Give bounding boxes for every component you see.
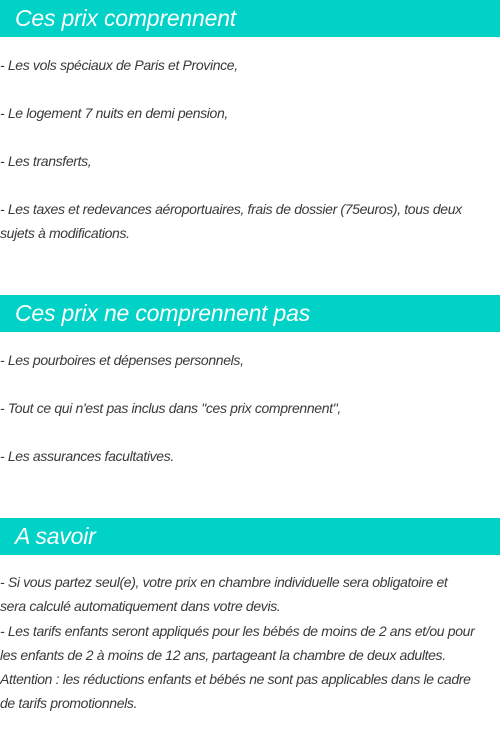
included-item-lodging: - Le logement 7 nuits en demi pension,	[0, 105, 228, 121]
not-included-item-other: - Tout ce qui n'est pas inclus dans "ces prix comprennent",	[0, 400, 341, 416]
info-line-child-rates-continued: les enfants de 2 à moins de 12 ans, partageant la chambre de deux adultes.	[0, 647, 446, 663]
not-included-item-tips: - Les pourboires et dépenses personnels,	[0, 352, 244, 368]
info-line-single-room: - Si vous partez seul(e), votre prix en chambre individuelle sera obligatoire et	[0, 574, 448, 590]
info-line-child-rates: - Les tarifs enfants seront appliqués pour les bébés de moins de 2 ans et/ou pour	[0, 623, 475, 639]
included-item-taxes: - Les taxes et redevances aéroportuaires, frais de dossier (75euros), tous deux	[0, 201, 462, 217]
section-heading-included: Ces prix comprennent	[0, 0, 500, 37]
info-line-attention: Attention : les réductions enfants et bébés ne sont pas applicables dans le cadre	[0, 671, 471, 687]
included-item-flights: - Les vols spéciaux de Paris et Province,	[0, 57, 238, 73]
section-heading-good-to-know: A savoir	[0, 518, 500, 555]
info-line-single-room-continued: sera calculé automatiquement dans votre devis.	[0, 598, 281, 614]
included-item-taxes-continued: sujets à modifications.	[0, 225, 130, 241]
info-line-attention-continued: de tarifs promotionnels.	[0, 695, 138, 711]
section-heading-not-included: Ces prix ne comprennent pas	[0, 295, 500, 332]
not-included-item-insurance: - Les assurances facultatives.	[0, 448, 174, 464]
included-item-transfers: - Les transferts,	[0, 153, 92, 169]
